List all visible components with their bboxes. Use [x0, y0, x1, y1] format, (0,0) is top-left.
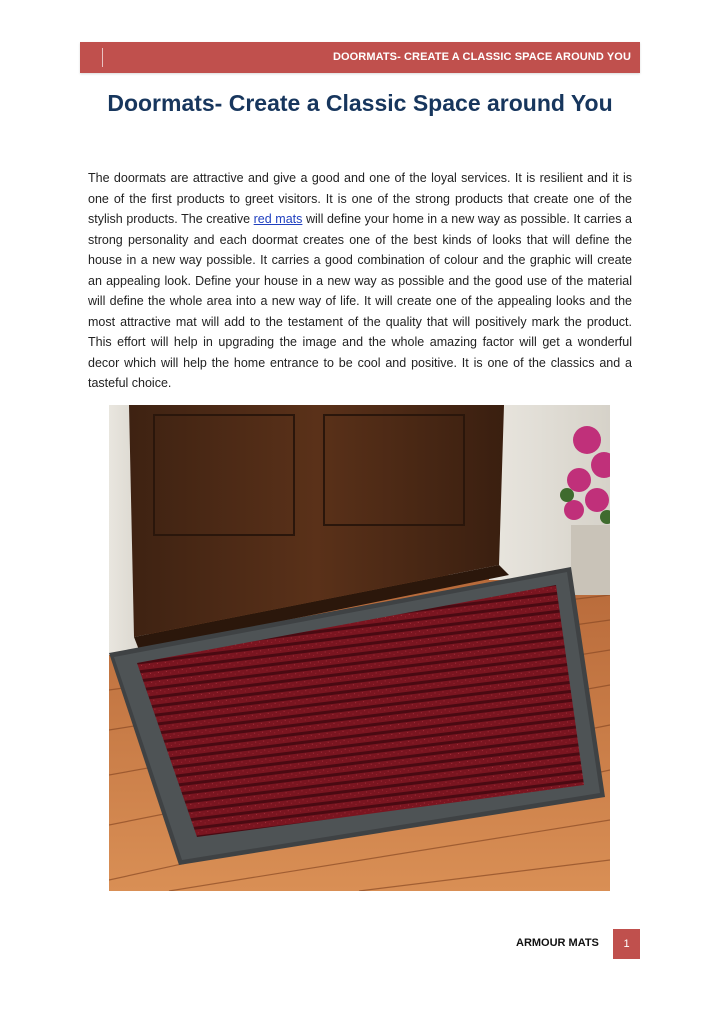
red-mats-link[interactable]: red mats — [253, 212, 303, 226]
footer-brand: ARMOUR MATS — [516, 937, 599, 949]
paragraph-text-after-link: will define your home in a new way as possible. It carries a strong personality and each doormat creates one of the best kinds of looks that will define the house in a new way possible. It carries a good combination of colour and the graphic will create an appealing look. Define your house in a new way as possible and the good use of the material will define the whole area into a new way of life. It will create one of the appealing looks and the most attractive mat will add to the testament of the quality that will positively mark the product. This effort will help in upgrading the image and the whole amazing factor will get a wonderful decor which will help the home entrance to be cool and positive. It is one of the classics and a tasteful choice. — [88, 212, 632, 390]
paragraph-text-before-link: The doormats are attractive and give a good and one of the loyal services. It is resilient and it is one of the first products to greet visitors. It is one of the strong products that create one of the stylish products. The creative — [88, 171, 632, 226]
page-number-badge: 1 — [613, 929, 640, 959]
body-paragraph — [88, 168, 632, 394]
header-divider — [102, 48, 103, 67]
header-band — [80, 42, 640, 73]
document-title: Doormats- Create a Classic Space around You — [107, 90, 613, 116]
running-title: DOORMATS- CREATE A CLASSIC SPACE AROUND YOU — [332, 51, 631, 63]
doormat-photo — [109, 405, 610, 891]
